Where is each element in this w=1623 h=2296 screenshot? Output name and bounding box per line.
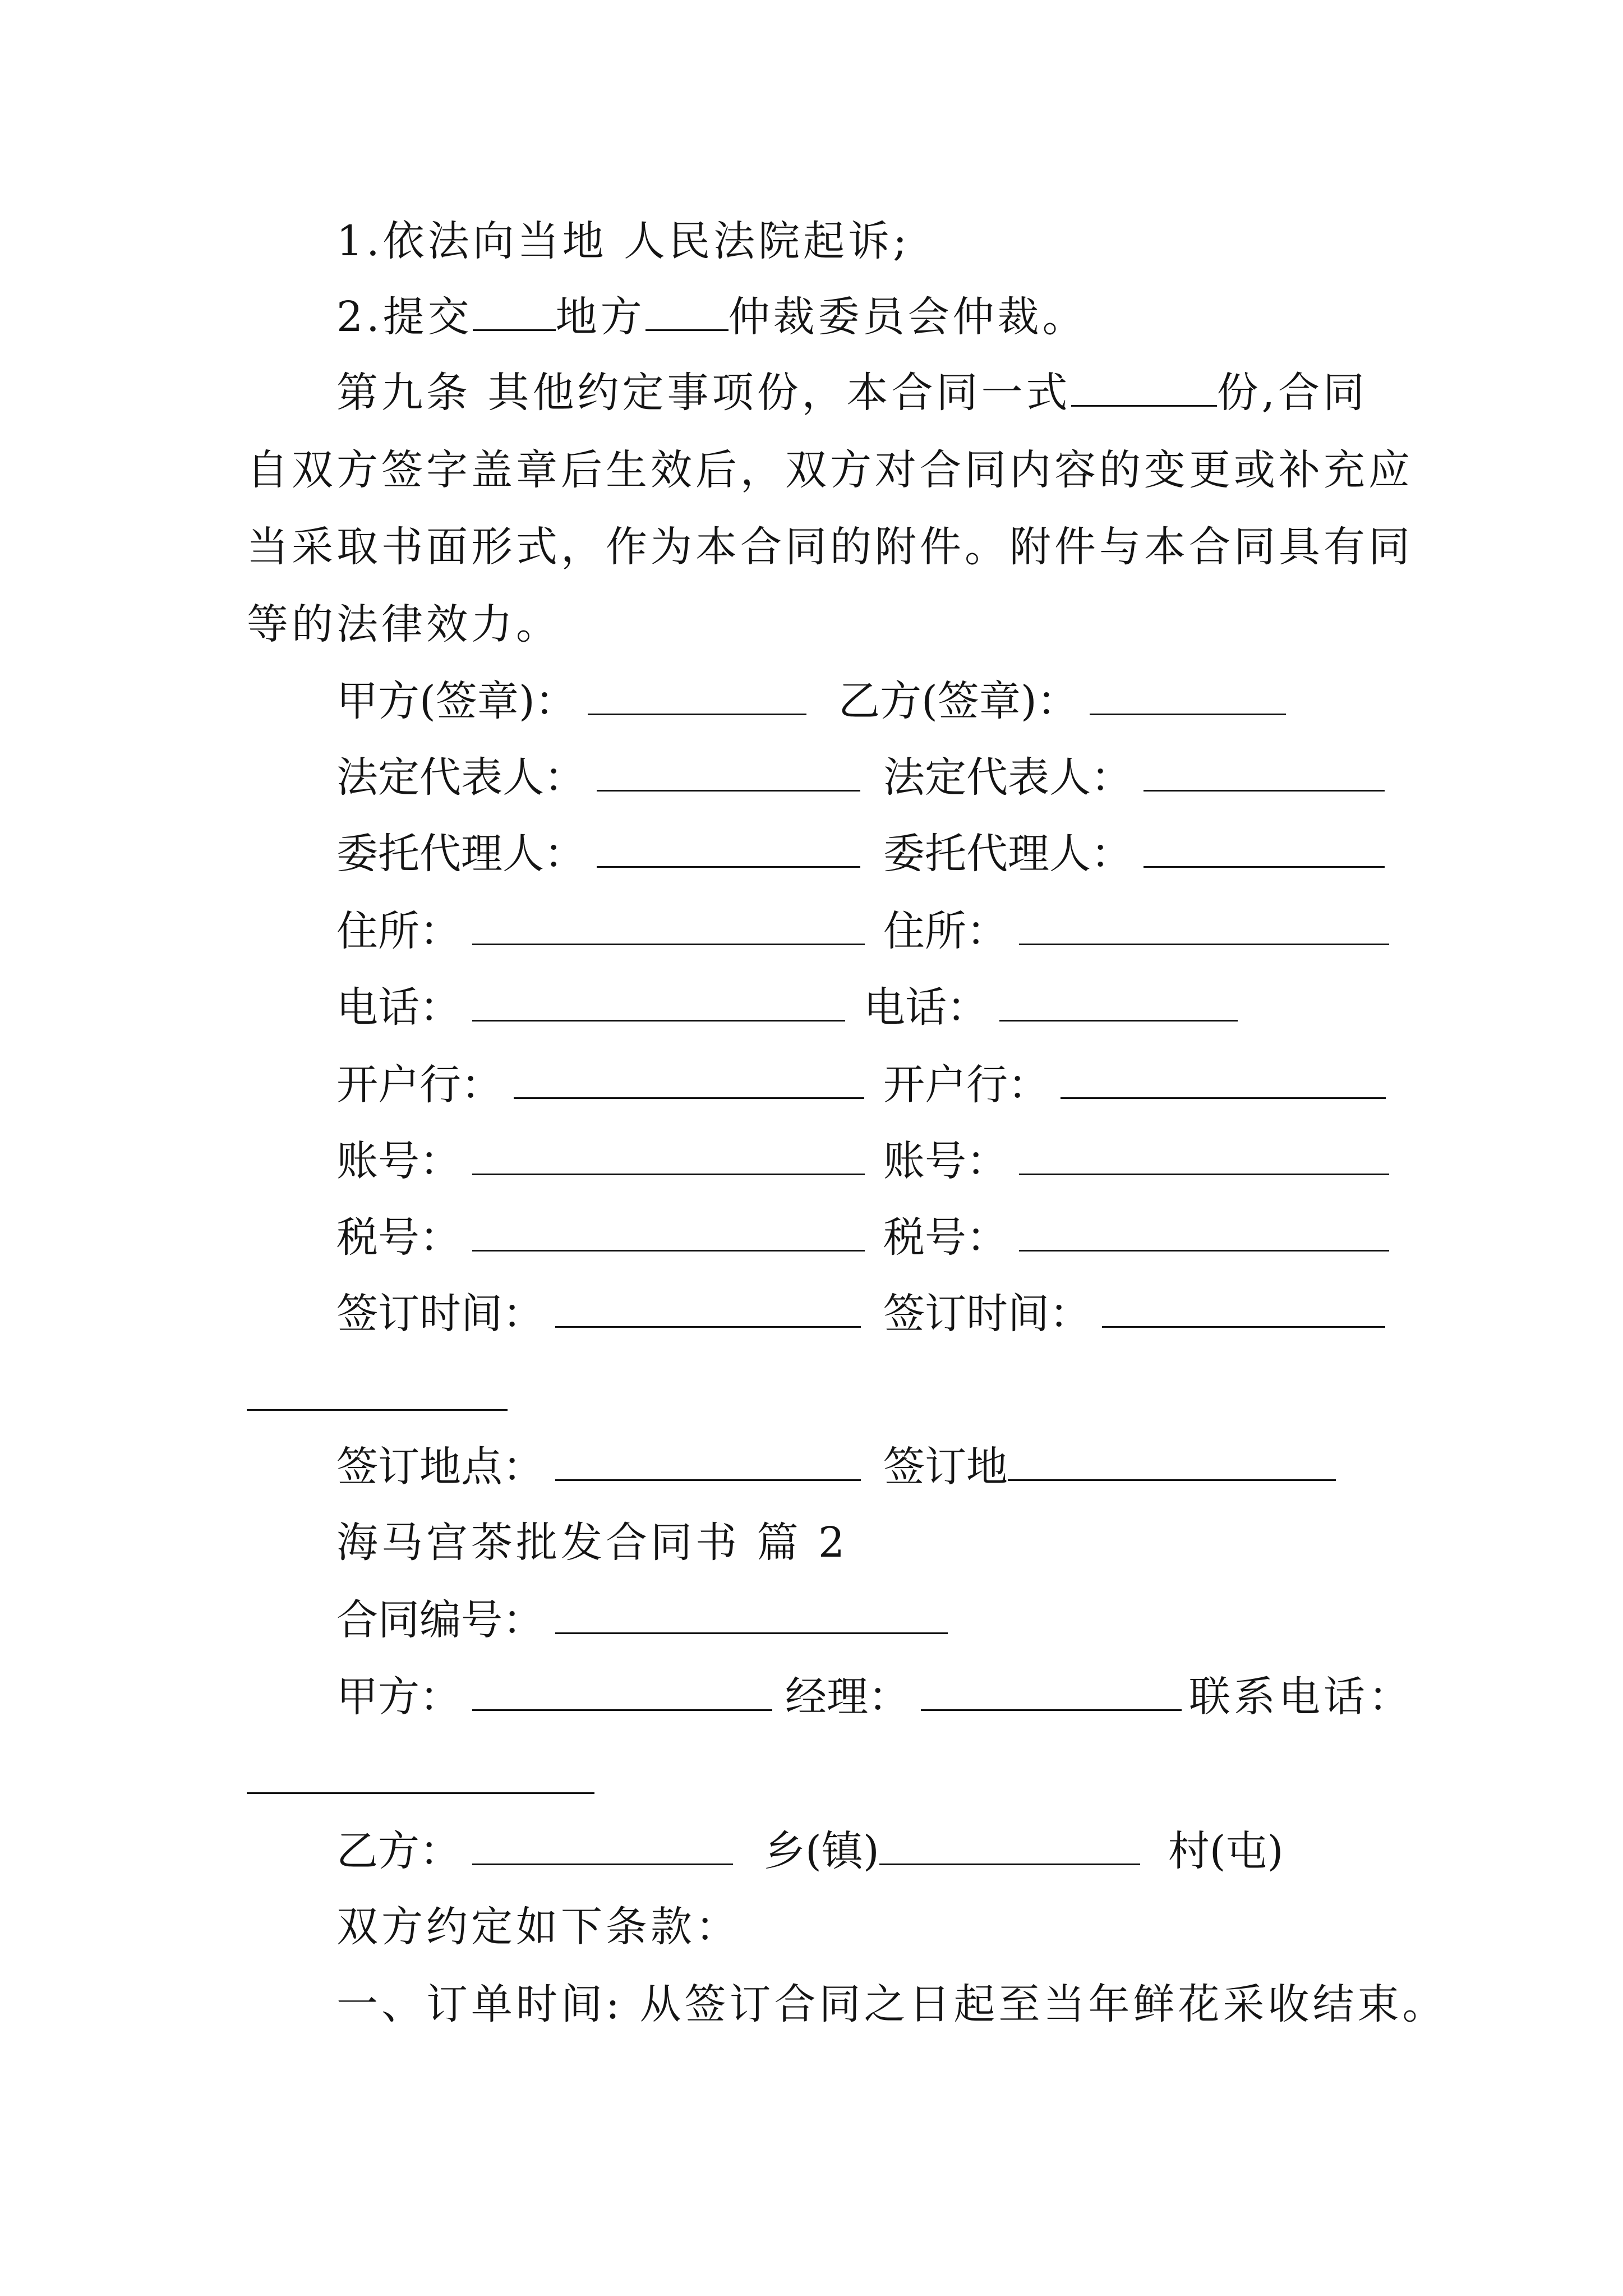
phone-blank-b <box>999 985 1238 1022</box>
sign-time-label-b: 签订时间： <box>883 1290 1091 1338</box>
sign-row-account-b <box>883 1133 1389 1189</box>
blank-field <box>645 295 728 331</box>
address-blank-b <box>1019 909 1389 945</box>
manager-label: 经理： <box>785 1673 910 1721</box>
sign-row-agent-b <box>883 826 1385 882</box>
article-9-line-3 <box>247 519 1413 575</box>
agent-blank-a <box>597 831 860 868</box>
account-blank-a <box>472 1139 865 1175</box>
sign-row-bank-b <box>883 1057 1386 1113</box>
phone-blank-a <box>472 985 845 1022</box>
copies-blank <box>1071 370 1217 407</box>
article-9-text-a: 第九条 其他约定事项份，本合同一式 <box>336 369 1071 417</box>
sign-place-blank-a <box>555 1444 861 1481</box>
bank-blank-a <box>514 1062 864 1099</box>
contract-no-row <box>336 1592 948 1648</box>
sign-row-agent-a <box>336 826 860 882</box>
contract-2-title <box>336 1515 848 1571</box>
account-blank-b <box>1019 1139 1389 1175</box>
address-label-a: 住所： <box>336 907 461 955</box>
tax-label-a: 税号： <box>336 1213 461 1262</box>
contact-phone-label: 联系电话： <box>1189 1673 1413 1721</box>
village-label: 村(屯) <box>1168 1827 1284 1875</box>
township-blank <box>879 1829 1140 1865</box>
sign-row-tax-b <box>883 1209 1389 1266</box>
tax-label-b: 税号： <box>883 1213 1008 1262</box>
article-9-text-4: 等的法律效力。 <box>247 600 561 648</box>
sign-row-account-a <box>336 1133 865 1189</box>
sign-row-address-b <box>883 903 1389 959</box>
wrapped-contact-phone-blank <box>247 1792 594 1794</box>
legal-rep-blank-a <box>597 755 860 792</box>
dispute-option-1-text: 1.依法向当地 人民法院起诉; <box>336 217 911 265</box>
article-9-line-4 <box>247 596 561 652</box>
sign-place-label-b: 签订地 <box>883 1443 1008 1491</box>
phone-label-b: 电话： <box>864 983 988 1032</box>
party-a-seal-blank <box>588 679 806 715</box>
contract-no-label: 合同编号： <box>336 1596 544 1644</box>
sign-time-blank-b <box>1102 1291 1385 1328</box>
article-9-text-2: 自双方签字盖章后生效后，双方对合同内容的变更或补充应 <box>247 446 1413 494</box>
legal-rep-label-b: 法定代表人： <box>883 753 1132 802</box>
contract-2-title-text: 海马宫茶批发合同书 篇 2 <box>336 1519 849 1567</box>
bank-blank-b <box>1061 1062 1386 1099</box>
sign-row-address-a <box>336 903 865 959</box>
sign-row-tax-a <box>336 1209 865 1266</box>
legal-rep-blank-b <box>1144 755 1385 792</box>
agent-label-a: 委托代理人： <box>336 830 585 878</box>
dispute-option-1 <box>336 213 910 269</box>
agreement-intro <box>336 1899 740 1955</box>
sign-row-seal-b <box>838 673 1286 729</box>
sign-row-phone-a <box>336 979 845 1036</box>
sign-row-legal-rep-a <box>336 749 860 806</box>
agreement-intro-text: 双方约定如下条款： <box>336 1903 740 1951</box>
sign-time-blank-a <box>555 1291 861 1328</box>
sign-row-legal-rep-b <box>883 749 1385 806</box>
party-b-seal-label: 乙方(签章)： <box>838 677 1078 725</box>
sign-row-seal <box>336 673 806 729</box>
dispute-option-2-mid: 地方 <box>555 293 645 341</box>
party-a-row <box>336 1669 772 1725</box>
sign-place-label-a: 签订地点： <box>336 1443 544 1491</box>
tax-blank-b <box>1019 1215 1389 1251</box>
sign-time-label-a: 签订时间： <box>336 1290 544 1338</box>
agent-blank-b <box>1144 831 1385 868</box>
account-label-a: 账号： <box>336 1137 461 1185</box>
sign-place-blank-b <box>1008 1444 1336 1481</box>
article-9-text-3: 当采取书面形式，作为本合同的附件。附件与本合同具有同 <box>247 523 1413 571</box>
clause-1 <box>336 1976 1447 2032</box>
article-9-line-1 <box>336 365 1368 421</box>
article-9-text-b: 份,合同 <box>1216 369 1368 417</box>
sign-row-time-a <box>336 1286 861 1342</box>
party-a-label: 甲方： <box>336 1673 461 1721</box>
party-b-seal-blank <box>1090 679 1286 715</box>
address-label-b: 住所： <box>883 907 1008 955</box>
manager-blank <box>921 1674 1182 1711</box>
party-a-blank <box>472 1674 772 1711</box>
party-b-label: 乙方： <box>336 1827 461 1875</box>
contact-phone-row <box>1189 1669 1413 1725</box>
sign-row-place-b <box>883 1439 1336 1495</box>
sign-row-phone-b <box>864 979 1238 1036</box>
wrapped-blank-line <box>247 1409 508 1411</box>
dispute-option-2-prefix: 2.提交 <box>336 293 473 341</box>
sign-row-bank-a <box>336 1057 864 1113</box>
dispute-option-2-suffix: 仲裁委员会仲裁。 <box>728 293 1087 341</box>
tax-blank-a <box>472 1215 865 1251</box>
dispute-option-2 <box>336 289 1087 345</box>
address-blank-a <box>472 909 865 945</box>
account-label-b: 账号： <box>883 1137 1008 1185</box>
bank-label-a: 开户行： <box>336 1061 502 1109</box>
sign-row-place-a <box>336 1439 861 1495</box>
party-a-seal-label: 甲方(签章)： <box>336 677 577 725</box>
agent-label-b: 委托代理人： <box>883 830 1132 878</box>
bank-label-b: 开户行： <box>883 1061 1049 1109</box>
manager-row <box>785 1669 1182 1725</box>
blank-field <box>473 295 556 331</box>
party-b-blank <box>472 1829 733 1865</box>
legal-rep-label-a: 法定代表人： <box>336 753 585 802</box>
phone-label-a: 电话： <box>336 983 461 1032</box>
clause-1-text: 一、订单时间: 从签订合同之日起至当年鲜花采收结束。 <box>336 1980 1447 2028</box>
sign-row-time-b <box>883 1286 1385 1342</box>
article-9-line-2 <box>247 442 1413 498</box>
township-label: 乡(镇) <box>764 1827 879 1875</box>
party-b-row <box>336 1823 1284 1879</box>
contract-no-blank <box>555 1598 948 1634</box>
